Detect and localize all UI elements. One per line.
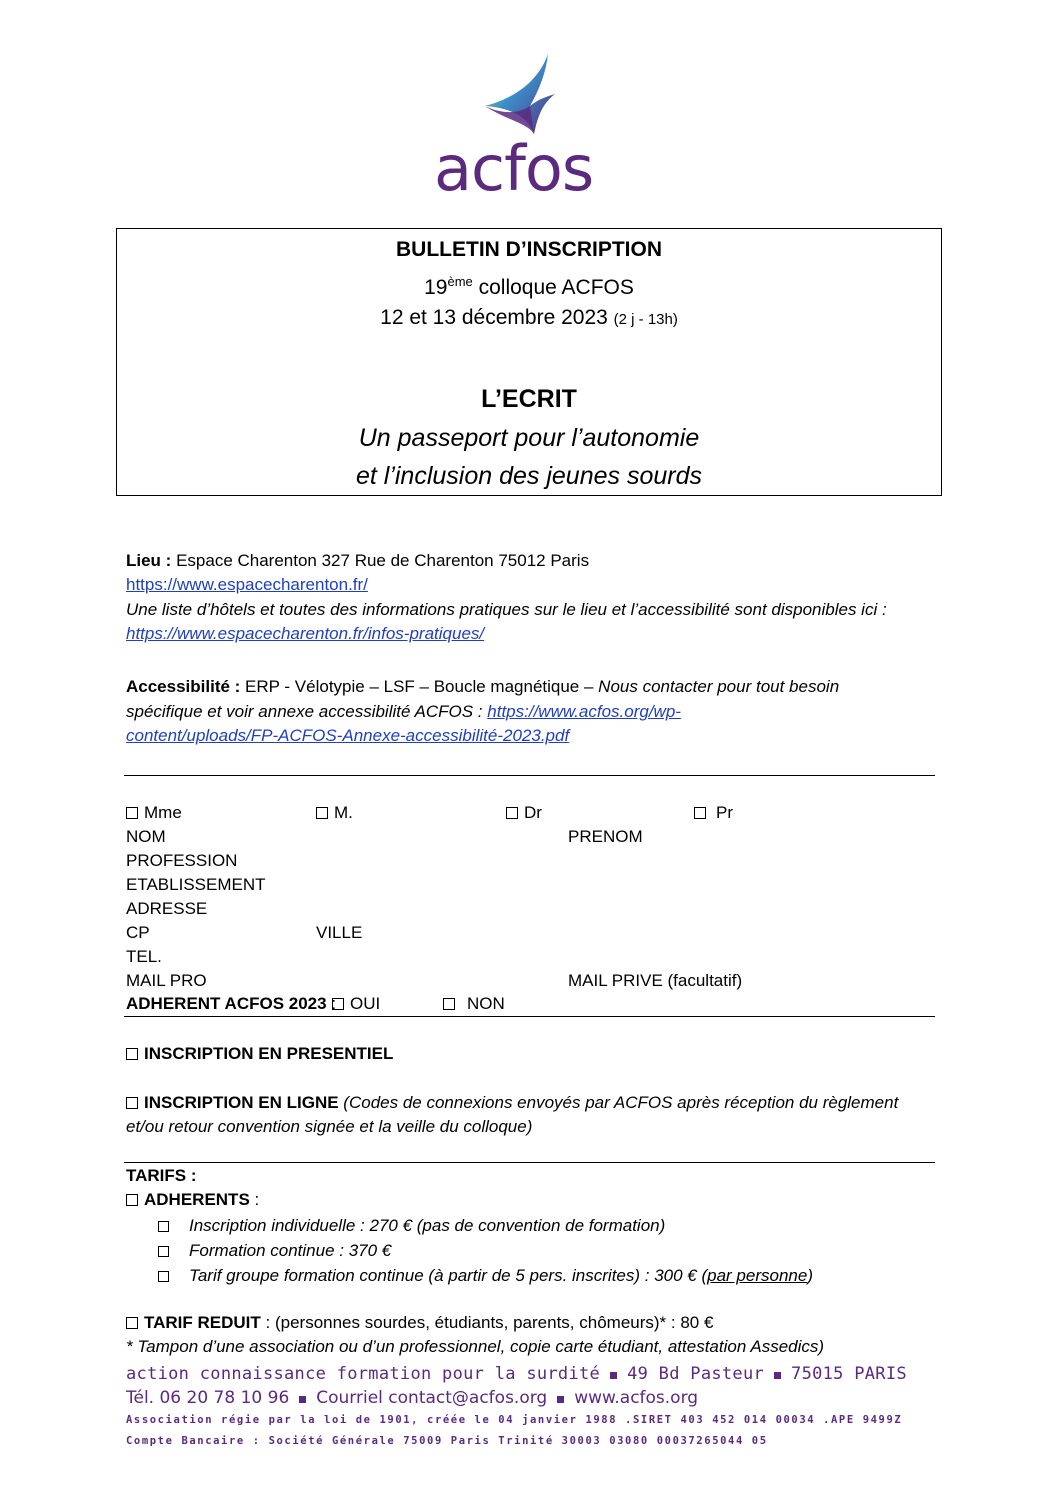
par-personne-text: par personne: [707, 1266, 808, 1285]
etablissement-label: ETABLISSEMENT: [126, 875, 266, 894]
title-dr-label: Dr: [524, 803, 542, 822]
checkbox-icon[interactable]: [694, 807, 706, 819]
footer-phone: Tél. 06 20 78 10 96: [126, 1388, 290, 1408]
dates: 12 et 13 décembre 2023: [380, 306, 608, 329]
adherent-line: [126, 992, 336, 1016]
tarif-item-3-label: Tarif groupe formation continue (à partir de 5 pers. inscrites) : 300 € (: [189, 1266, 708, 1285]
title-m-label: M.: [334, 803, 353, 822]
adherent-oui-option[interactable]: [332, 992, 380, 1016]
espace-charenton-link[interactable]: https://www.espacecharenton.fr/: [126, 575, 368, 594]
footer-website: www.acfos.org: [574, 1388, 699, 1408]
theme-title: L’ECRIT: [481, 385, 577, 413]
footer-city: 75015 PARIS: [791, 1364, 907, 1384]
inscription-presentiel-option[interactable]: [126, 1042, 393, 1066]
hotel-note: Une liste d’hôtels et toutes des informations pratiques sur le lieu et l’accessibilité sont disponibles ici :: [126, 600, 887, 619]
tarif-item-2[interactable]: [158, 1239, 391, 1263]
annexe-link-part-2[interactable]: content/uploads/FP-ACFOS-Annexe-accessibilité-2023.pdf: [126, 726, 570, 745]
ligne-note-2: et/ou retour convention signée et la veille du colloque): [126, 1117, 533, 1136]
non-label: NON: [467, 994, 505, 1013]
tarif-item-1-label: Inscription individuelle : 270 € (pas de convention de formation): [189, 1216, 666, 1235]
cp-label: CP: [126, 923, 150, 942]
accessibilite-note-1: Nous contacter pour tout besoin: [598, 677, 840, 696]
bullet-icon: [299, 1396, 306, 1403]
adherents-separator: :: [249, 1190, 260, 1209]
checkbox-icon[interactable]: [443, 998, 455, 1010]
profession-label: PROFESSION: [126, 851, 238, 870]
divider-2: [124, 1016, 935, 1017]
bullet-icon: [557, 1396, 564, 1403]
footer-line-3: Association régie par la loi de 1901, créée le 04 janvier 1988 .SIRET 403 452 014 00034 .APE 9499Z: [126, 1414, 903, 1426]
mail-pro-label: MAIL PRO: [126, 971, 207, 990]
tarif-item-3-close: ): [807, 1266, 813, 1285]
checkbox-icon[interactable]: [332, 998, 344, 1010]
tarif-item-3[interactable]: [158, 1264, 813, 1288]
footer-line-2: [126, 1386, 698, 1410]
presentiel-label: INSCRIPTION EN PRESENTIEL: [144, 1044, 394, 1063]
dates-line: [116, 304, 942, 334]
ligne-label: INSCRIPTION EN LIGNE: [144, 1093, 339, 1112]
lieu-address: Espace Charenton 327 Rue de Charenton 75012 Paris: [171, 551, 590, 570]
footer-email: Courriel contact@acfos.org: [316, 1388, 548, 1408]
lieu-line: [126, 549, 589, 573]
tarifs-label: TARIFS :: [126, 1166, 197, 1185]
accessibilite-note-2: spécifique et voir annexe accessibilité ACFOS :: [126, 702, 488, 721]
adresse-label: ADRESSE: [126, 899, 208, 918]
small-checkbox-icon[interactable]: [158, 1271, 169, 1282]
theme-line-1: Un passeport pour l’autonomie: [358, 424, 700, 452]
tarif-reduit-label: TARIF REDUIT: [144, 1313, 261, 1332]
title-option-mme[interactable]: [126, 801, 182, 825]
checkbox-icon[interactable]: [506, 807, 518, 819]
tarif-reduit-option[interactable]: [126, 1311, 713, 1335]
checkbox-icon[interactable]: [126, 1048, 138, 1060]
duration: (2 j - 13h): [613, 311, 678, 328]
checkbox-icon[interactable]: [126, 1317, 138, 1329]
theme-line-2: et l’inclusion des jeunes sourds: [355, 462, 703, 490]
ville-label: VILLE: [316, 923, 363, 942]
title-option-pr[interactable]: [694, 801, 733, 825]
colloque-line: [116, 268, 942, 302]
checkbox-icon[interactable]: [126, 807, 138, 819]
accessibilite-label: Accessibilité :: [126, 677, 241, 696]
accessibilite-line-1: [126, 675, 839, 699]
bulletin-title: BULLETIN D’INSCRIPTION: [396, 238, 662, 261]
footer-line-4: Compte Bancaire : Société Générale 75009 Paris Trinité 30003 03080 00037265044 05: [126, 1435, 768, 1447]
divider-3: [124, 1162, 935, 1163]
tarif-reduit-note: * Tampon d’une association ou d’un professionnel, copie carte étudiant, attestation Assedics): [126, 1337, 825, 1356]
tarif-item-1[interactable]: [158, 1214, 665, 1238]
bullet-icon: [610, 1372, 617, 1379]
acfos-logo: [430, 46, 630, 206]
divider-1: [124, 775, 935, 776]
footer-line-1: [126, 1362, 907, 1386]
mail-prive-label: MAIL PRIVE (facultatif): [568, 971, 743, 990]
accessibilite-line-2: [126, 700, 681, 724]
ligne-note-1: (Codes de connexions envoyés par ACFOS après réception du règlement: [338, 1093, 899, 1112]
annexe-link-part-1[interactable]: https://www.acfos.org/wp-: [487, 702, 681, 721]
tel-label: TEL.: [126, 947, 162, 966]
prenom-label: PRENOM: [568, 827, 643, 846]
adherents-label: ADHERENTS: [144, 1190, 250, 1209]
infos-pratiques-link[interactable]: https://www.espacecharenton.fr/infos-pratiques/: [126, 624, 485, 643]
title-option-dr[interactable]: [506, 801, 542, 825]
checkbox-icon[interactable]: [316, 807, 328, 819]
inscription-ligne-option[interactable]: [126, 1091, 898, 1115]
title-option-m[interactable]: [316, 801, 353, 825]
title-mme-label: Mme: [144, 803, 182, 822]
adherents-option[interactable]: [126, 1188, 259, 1212]
adherent-separator: :: [326, 994, 337, 1013]
lieu-label: Lieu :: [126, 551, 172, 570]
oui-label: OUI: [350, 994, 381, 1013]
title-pr-label: Pr: [716, 803, 733, 822]
footer-street: 49 Bd Pasteur: [627, 1364, 765, 1384]
adherent-non-option[interactable]: [443, 992, 505, 1016]
accessibilite-services: ERP - Vélotypie – LSF – Boucle magnétique –: [240, 677, 599, 696]
nom-label: NOM: [126, 827, 166, 846]
colloque-text: colloque ACFOS: [472, 276, 634, 299]
bullet-icon: [774, 1372, 781, 1379]
tarif-reduit-text: : (personnes sourdes, étudiants, parents, chômeurs)* : 80 €: [260, 1313, 714, 1332]
colloque-superscript: ème: [447, 274, 473, 289]
small-checkbox-icon[interactable]: [158, 1246, 169, 1257]
tarif-item-2-label: Formation continue : 370 €: [189, 1241, 392, 1260]
adherent-label: ADHERENT ACFOS 2023: [126, 994, 327, 1013]
small-checkbox-icon[interactable]: [158, 1221, 169, 1232]
colloque-number: 19: [424, 276, 448, 299]
footer-org-name: action connaissance formation pour la surdité: [126, 1364, 601, 1384]
logo-text: acfos: [434, 132, 594, 205]
checkbox-icon[interactable]: [126, 1194, 138, 1206]
checkbox-icon[interactable]: [126, 1097, 138, 1109]
